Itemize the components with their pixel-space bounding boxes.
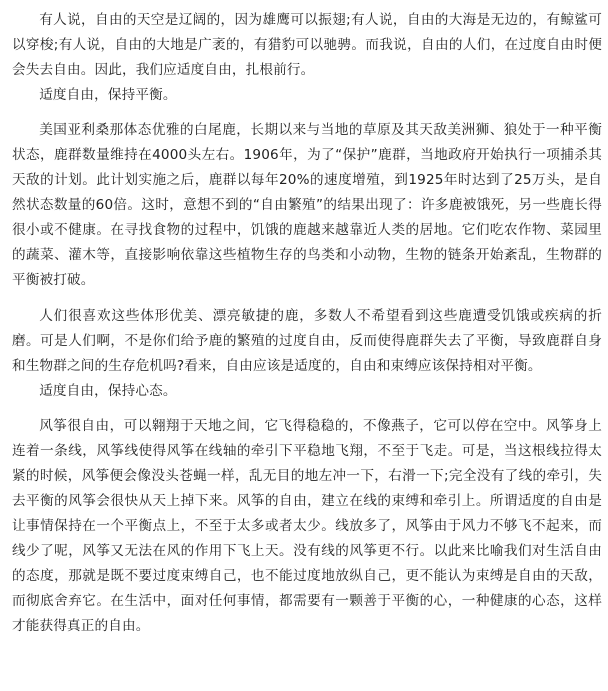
intro-paragraph: 有人说，自由的天空是辽阔的，因为雄鹰可以振翅;有人说，自由的大海是无边的，有鲸鲨可以穿梭;有人说，自由的大地是广袤的，有猎豹可以驰骋。而我说，自由的人们，在过度自由时便会失去自由。因此，我们应适度自由，扎根前行。 (12, 12, 602, 78)
section-heading-mindset: 适度自由，保持心态。 (39, 383, 177, 399)
section-heading-balance: 适度自由，保持平衡。 (39, 87, 177, 103)
reflection-paragraph: 人们很喜欢这些体形优美、漂亮敏捷的鹿，多数人不希望看到这些鹿遭受饥饿或疾病的折磨。可是人们啊，不是你们给予鹿的繁殖的过度自由，反而使得鹿群失去了平衡，导致鹿群自身和生物群之间的生存危机吗?看来，自由应该是适度的，自由和束缚应该保持相对平衡。 (12, 308, 602, 374)
deer-paragraph: 美国亚利桑那体态优雅的白尾鹿，长期以来与当地的草原及其天敌美洲狮、狼处于一种平衡状态，鹿群数量维持在4000头左右。1906年，为了“保护”鹿群，当地政府开始执行一项捕杀其天敌的计划。此计划实施之后，鹿群以每年20%的速度增殖，到1925年时达到了25万头，是自然状态数量的60倍。这时，意想不到的“自由繁殖”的结果出现了：许多鹿被饿死，另一些鹿长得很小或不健康。在寻找食物的过程中，饥饿的鹿越来越靠近人类的居地。它们吃农作物、菜园里的蔬菜、灌木等，直接影响依靠这些植物生存的鸟类和小动物，生物的链条开始紊乱，生物群的平衡被打破。 (12, 122, 602, 288)
kite-paragraph: 风筝很自由，可以翱翔于天地之间，它飞得稳稳的，不像燕子，它可以停在空中。风筝身上连着一条线，风筝线使得风筝在线轴的牵引下平稳地飞翔，不至于飞走。可是，当这根线拉得太紧的时候，风筝便会像没头苍蝇一样，乱无目的地左冲一下，右滑一下;完全没有了线的牵引，失去平衡的风筝会很快从天上掉下来。风筝的自由，建立在线的束缚和牵引上。所谓适度的自由是让事情保持在一个平衡点上，不至于太多或者太少。线放多了，风筝由于风力不够飞不起来，而线少了呢，风筝又无法在风的作用下飞上天。没有线的风筝更不行。以此来比喻我们对生活自由的态度，那就是既不要过度束缚自己，也不能过度地放纵自己，更不能认为束缚是自由的天敌，而彻底舍弃它。在生活中，面对任何事情，都需要有一颗善于平衡的心，一种健康的心态，这样才能获得真正的自由。 (12, 418, 602, 634)
